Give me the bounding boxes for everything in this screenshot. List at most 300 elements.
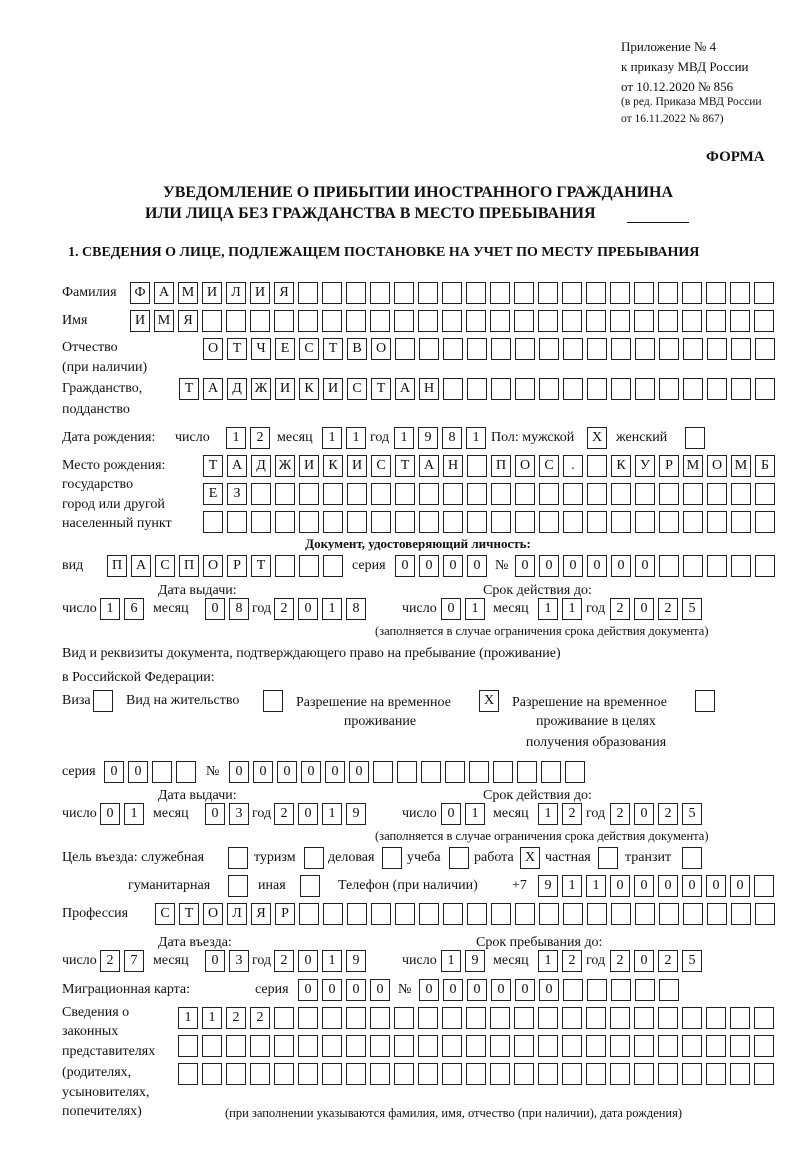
char-box[interactable]: 1 [124, 803, 144, 825]
char-box[interactable] [682, 1007, 702, 1029]
purpose-other-checkbox[interactable] [300, 875, 320, 897]
char-box[interactable]: 0 [253, 761, 273, 783]
char-box[interactable]: Т [179, 378, 199, 400]
char-box[interactable]: Р [227, 555, 247, 577]
char-box[interactable]: Р [275, 903, 295, 925]
phone-boxes[interactable] [538, 875, 774, 897]
char-box[interactable]: 0 [634, 950, 654, 972]
char-box[interactable]: 0 [491, 979, 511, 1001]
char-box[interactable] [635, 378, 655, 400]
char-box[interactable]: 0 [587, 555, 607, 577]
char-box[interactable]: 8 [229, 598, 249, 620]
id-issue-month-boxes[interactable] [205, 598, 249, 620]
char-box[interactable] [466, 1007, 486, 1029]
representatives-boxes-1[interactable] [178, 1007, 774, 1029]
char-box[interactable]: 2 [274, 803, 294, 825]
char-box[interactable]: 0 [443, 555, 463, 577]
char-box[interactable]: 0 [100, 803, 120, 825]
char-box[interactable] [275, 511, 295, 533]
char-box[interactable] [562, 1007, 582, 1029]
res-issue-day-boxes[interactable] [100, 803, 144, 825]
char-box[interactable] [541, 761, 561, 783]
char-box[interactable]: И [323, 378, 343, 400]
char-box[interactable] [731, 483, 751, 505]
char-box[interactable] [754, 875, 774, 897]
checkbox-cell[interactable] [228, 875, 248, 897]
char-box[interactable] [659, 555, 679, 577]
char-box[interactable]: Ж [251, 378, 271, 400]
char-box[interactable] [251, 511, 271, 533]
char-box[interactable]: О [707, 455, 727, 477]
char-box[interactable] [394, 1035, 414, 1057]
checkbox-cell[interactable]: X [479, 690, 499, 712]
char-box[interactable] [490, 1007, 510, 1029]
char-box[interactable]: В [347, 338, 367, 360]
char-box[interactable]: 1 [322, 950, 342, 972]
char-box[interactable] [659, 903, 679, 925]
char-box[interactable] [323, 511, 343, 533]
char-box[interactable]: А [227, 455, 247, 477]
char-box[interactable] [298, 1035, 318, 1057]
char-box[interactable]: О [515, 455, 535, 477]
char-box[interactable] [586, 1035, 606, 1057]
checkbox-cell[interactable] [685, 427, 705, 449]
char-box[interactable]: 1 [394, 427, 414, 449]
char-box[interactable] [755, 378, 775, 400]
char-box[interactable] [586, 282, 606, 304]
char-box[interactable]: 0 [301, 761, 321, 783]
char-box[interactable] [539, 483, 559, 505]
char-box[interactable] [226, 1063, 246, 1085]
char-box[interactable]: 2 [610, 950, 630, 972]
char-box[interactable] [755, 483, 775, 505]
char-box[interactable] [370, 1007, 390, 1029]
char-box[interactable]: 1 [322, 598, 342, 620]
char-box[interactable] [514, 1063, 534, 1085]
char-box[interactable] [442, 1007, 462, 1029]
char-box[interactable] [443, 903, 463, 925]
char-box[interactable]: М [178, 282, 198, 304]
id-valid-month-boxes[interactable] [538, 598, 582, 620]
checkbox-cell[interactable] [449, 847, 469, 869]
char-box[interactable]: Е [275, 338, 295, 360]
char-box[interactable]: 0 [229, 761, 249, 783]
char-box[interactable] [517, 761, 537, 783]
char-box[interactable] [754, 1063, 774, 1085]
char-box[interactable] [562, 1063, 582, 1085]
char-box[interactable]: 0 [277, 761, 297, 783]
char-box[interactable] [587, 979, 607, 1001]
char-box[interactable]: 0 [325, 761, 345, 783]
char-box[interactable]: Т [251, 555, 271, 577]
char-box[interactable]: 8 [346, 598, 366, 620]
char-box[interactable] [755, 903, 775, 925]
char-box[interactable]: И [250, 282, 270, 304]
char-box[interactable] [683, 511, 703, 533]
char-box[interactable]: С [347, 378, 367, 400]
char-box[interactable]: Т [203, 455, 223, 477]
char-box[interactable]: 7 [124, 950, 144, 972]
char-box[interactable] [275, 555, 295, 577]
char-box[interactable]: 0 [370, 979, 390, 1001]
char-box[interactable] [443, 483, 463, 505]
char-box[interactable] [514, 1035, 534, 1057]
char-box[interactable] [755, 338, 775, 360]
char-box[interactable] [587, 455, 607, 477]
char-box[interactable] [610, 1063, 630, 1085]
char-box[interactable] [322, 310, 342, 332]
id-valid-year-boxes[interactable] [610, 598, 702, 620]
char-box[interactable] [299, 555, 319, 577]
char-box[interactable] [202, 1063, 222, 1085]
char-box[interactable]: М [154, 310, 174, 332]
char-box[interactable] [563, 903, 583, 925]
char-box[interactable]: 2 [658, 598, 678, 620]
char-box[interactable] [587, 511, 607, 533]
char-box[interactable] [346, 310, 366, 332]
char-box[interactable] [538, 1007, 558, 1029]
char-box[interactable] [418, 1035, 438, 1057]
purpose-private-checkbox[interactable] [598, 847, 618, 869]
checkbox-cell[interactable] [695, 690, 715, 712]
char-box[interactable] [683, 483, 703, 505]
char-box[interactable] [755, 511, 775, 533]
char-box[interactable] [754, 310, 774, 332]
char-box[interactable] [371, 903, 391, 925]
char-box[interactable]: 0 [634, 875, 654, 897]
char-box[interactable]: 0 [610, 875, 630, 897]
char-box[interactable] [659, 483, 679, 505]
char-box[interactable]: И [299, 455, 319, 477]
char-box[interactable] [610, 1035, 630, 1057]
char-box[interactable]: 0 [298, 950, 318, 972]
char-box[interactable] [539, 511, 559, 533]
char-box[interactable]: П [107, 555, 127, 577]
char-box[interactable] [586, 1007, 606, 1029]
id-valid-day-boxes[interactable] [441, 598, 485, 620]
char-box[interactable] [418, 310, 438, 332]
char-box[interactable] [322, 1007, 342, 1029]
residence-permit-checkbox[interactable] [263, 690, 283, 712]
char-box[interactable]: 0 [298, 979, 318, 1001]
char-box[interactable]: Н [443, 455, 463, 477]
char-box[interactable] [490, 310, 510, 332]
char-box[interactable]: 6 [124, 598, 144, 620]
char-box[interactable]: И [130, 310, 150, 332]
char-box[interactable]: 1 [322, 427, 342, 449]
char-box[interactable]: О [203, 555, 223, 577]
char-box[interactable] [707, 903, 727, 925]
char-box[interactable] [563, 378, 583, 400]
char-box[interactable] [466, 282, 486, 304]
char-box[interactable]: 0 [349, 761, 369, 783]
char-box[interactable] [371, 483, 391, 505]
char-box[interactable] [731, 511, 751, 533]
char-box[interactable]: С [539, 455, 559, 477]
char-box[interactable] [754, 282, 774, 304]
char-box[interactable]: С [155, 555, 175, 577]
citizenship-boxes[interactable] [179, 378, 775, 400]
char-box[interactable] [515, 378, 535, 400]
char-box[interactable] [635, 979, 655, 1001]
char-box[interactable]: М [683, 455, 703, 477]
id-issue-year-boxes[interactable] [274, 598, 366, 620]
entry-day-boxes[interactable] [100, 950, 144, 972]
char-box[interactable] [298, 282, 318, 304]
char-box[interactable] [322, 1063, 342, 1085]
char-box[interactable]: Я [178, 310, 198, 332]
char-box[interactable]: О [203, 903, 223, 925]
sex-male-checkbox[interactable] [587, 427, 607, 449]
purpose-study-checkbox[interactable] [449, 847, 469, 869]
purpose-tourism-checkbox[interactable] [304, 847, 324, 869]
char-box[interactable]: 0 [205, 950, 225, 972]
char-box[interactable] [514, 1007, 534, 1029]
char-box[interactable]: 8 [442, 427, 462, 449]
char-box[interactable] [682, 282, 702, 304]
purpose-business-checkbox[interactable] [382, 847, 402, 869]
char-box[interactable] [562, 310, 582, 332]
char-box[interactable] [490, 1063, 510, 1085]
char-box[interactable] [587, 903, 607, 925]
migration-number-boxes[interactable] [419, 979, 679, 1001]
char-box[interactable] [347, 511, 367, 533]
char-box[interactable]: 2 [250, 1007, 270, 1029]
char-box[interactable]: А [203, 378, 223, 400]
char-box[interactable] [347, 483, 367, 505]
char-box[interactable] [611, 903, 631, 925]
char-box[interactable] [467, 378, 487, 400]
residence-series-boxes[interactable] [104, 761, 196, 783]
patronymic-boxes[interactable] [203, 338, 775, 360]
temp-permit-checkbox[interactable] [479, 690, 499, 712]
entry-year-boxes[interactable] [274, 950, 366, 972]
char-box[interactable] [251, 483, 271, 505]
char-box[interactable] [202, 1035, 222, 1057]
char-box[interactable]: 2 [562, 803, 582, 825]
char-box[interactable]: Ж [275, 455, 295, 477]
char-box[interactable] [202, 310, 222, 332]
char-box[interactable] [754, 1035, 774, 1057]
char-box[interactable] [611, 338, 631, 360]
char-box[interactable] [610, 282, 630, 304]
char-box[interactable] [323, 903, 343, 925]
char-box[interactable] [563, 979, 583, 1001]
char-box[interactable] [418, 282, 438, 304]
char-box[interactable]: 0 [634, 803, 654, 825]
char-box[interactable] [562, 1035, 582, 1057]
char-box[interactable] [683, 338, 703, 360]
char-box[interactable]: . [563, 455, 583, 477]
char-box[interactable] [299, 511, 319, 533]
char-box[interactable]: Р [659, 455, 679, 477]
char-box[interactable]: П [179, 555, 199, 577]
char-box[interactable] [730, 282, 750, 304]
char-box[interactable] [707, 511, 727, 533]
char-box[interactable]: 1 [322, 803, 342, 825]
char-box[interactable] [421, 761, 441, 783]
char-box[interactable] [683, 378, 703, 400]
visa-checkbox[interactable] [93, 690, 113, 712]
char-box[interactable] [274, 1035, 294, 1057]
stay-year-boxes[interactable] [610, 950, 702, 972]
char-box[interactable]: 1 [466, 427, 486, 449]
char-box[interactable] [370, 1035, 390, 1057]
char-box[interactable]: Т [371, 378, 391, 400]
char-box[interactable]: М [731, 455, 751, 477]
char-box[interactable]: 1 [562, 875, 582, 897]
char-box[interactable] [635, 338, 655, 360]
char-box[interactable]: 0 [395, 555, 415, 577]
char-box[interactable]: 1 [538, 950, 558, 972]
char-box[interactable] [682, 1063, 702, 1085]
representatives-boxes-3[interactable] [178, 1063, 774, 1085]
checkbox-cell[interactable] [382, 847, 402, 869]
char-box[interactable] [659, 338, 679, 360]
char-box[interactable] [346, 1007, 366, 1029]
char-box[interactable] [370, 1063, 390, 1085]
birthplace-boxes-2[interactable] [203, 483, 775, 505]
char-box[interactable] [467, 903, 487, 925]
char-box[interactable]: И [275, 378, 295, 400]
char-box[interactable] [731, 338, 751, 360]
char-box[interactable] [610, 1007, 630, 1029]
char-box[interactable]: 0 [730, 875, 750, 897]
char-box[interactable]: Ч [251, 338, 271, 360]
stay-day-boxes[interactable] [441, 950, 485, 972]
char-box[interactable]: О [371, 338, 391, 360]
char-box[interactable] [634, 1035, 654, 1057]
char-box[interactable]: 0 [515, 979, 535, 1001]
profession-boxes[interactable] [155, 903, 775, 925]
char-box[interactable]: 3 [229, 803, 249, 825]
char-box[interactable]: Л [227, 903, 247, 925]
char-box[interactable] [755, 555, 775, 577]
checkbox-cell[interactable]: X [520, 847, 540, 869]
char-box[interactable]: 9 [465, 950, 485, 972]
char-box[interactable]: 1 [226, 427, 246, 449]
char-box[interactable] [443, 511, 463, 533]
char-box[interactable]: 1 [538, 598, 558, 620]
char-box[interactable] [659, 979, 679, 1001]
char-box[interactable] [490, 1035, 510, 1057]
char-box[interactable] [635, 903, 655, 925]
char-box[interactable] [730, 1063, 750, 1085]
char-box[interactable]: Ф [130, 282, 150, 304]
char-box[interactable]: 0 [635, 555, 655, 577]
char-box[interactable] [227, 511, 247, 533]
char-box[interactable] [226, 310, 246, 332]
char-box[interactable]: А [419, 455, 439, 477]
char-box[interactable]: А [395, 378, 415, 400]
char-box[interactable]: 0 [104, 761, 124, 783]
char-box[interactable] [299, 903, 319, 925]
char-box[interactable] [323, 555, 343, 577]
char-box[interactable] [539, 903, 559, 925]
char-box[interactable] [706, 1063, 726, 1085]
char-box[interactable] [707, 555, 727, 577]
char-box[interactable] [443, 378, 463, 400]
char-box[interactable] [611, 378, 631, 400]
char-box[interactable]: Т [323, 338, 343, 360]
char-box[interactable] [445, 761, 465, 783]
char-box[interactable]: 1 [465, 803, 485, 825]
char-box[interactable] [419, 511, 439, 533]
char-box[interactable] [299, 483, 319, 505]
char-box[interactable] [563, 483, 583, 505]
checkbox-cell[interactable] [300, 875, 320, 897]
char-box[interactable] [176, 761, 196, 783]
temp-permit-edu-checkbox[interactable] [695, 690, 715, 712]
char-box[interactable] [442, 1063, 462, 1085]
char-box[interactable] [562, 282, 582, 304]
char-box[interactable]: 9 [346, 803, 366, 825]
char-box[interactable]: З [227, 483, 247, 505]
char-box[interactable] [395, 338, 415, 360]
char-box[interactable]: 0 [563, 555, 583, 577]
char-box[interactable] [298, 1007, 318, 1029]
char-box[interactable] [467, 483, 487, 505]
char-box[interactable]: 1 [441, 950, 461, 972]
purpose-humanitarian-checkbox[interactable] [228, 875, 248, 897]
char-box[interactable]: 0 [634, 598, 654, 620]
char-box[interactable] [467, 455, 487, 477]
char-box[interactable] [466, 1035, 486, 1057]
id-kind-boxes[interactable] [107, 555, 343, 577]
char-box[interactable] [658, 1063, 678, 1085]
purpose-work-checkbox[interactable] [520, 847, 540, 869]
birthplace-boxes-3[interactable] [203, 511, 775, 533]
char-box[interactable]: 1 [538, 803, 558, 825]
id-series-boxes[interactable] [395, 555, 487, 577]
char-box[interactable]: И [202, 282, 222, 304]
char-box[interactable] [658, 1007, 678, 1029]
char-box[interactable] [466, 1063, 486, 1085]
char-box[interactable] [419, 483, 439, 505]
char-box[interactable]: И [347, 455, 367, 477]
char-box[interactable]: С [299, 338, 319, 360]
char-box[interactable]: Е [203, 483, 223, 505]
char-box[interactable] [515, 903, 535, 925]
char-box[interactable] [515, 511, 535, 533]
char-box[interactable]: 9 [418, 427, 438, 449]
char-box[interactable] [586, 310, 606, 332]
char-box[interactable] [250, 310, 270, 332]
char-box[interactable] [730, 1035, 750, 1057]
char-box[interactable] [346, 1063, 366, 1085]
res-valid-year-boxes[interactable] [610, 803, 702, 825]
checkbox-cell[interactable] [93, 690, 113, 712]
char-box[interactable] [731, 903, 751, 925]
char-box[interactable] [731, 378, 751, 400]
res-valid-month-boxes[interactable] [538, 803, 582, 825]
res-valid-day-boxes[interactable] [441, 803, 485, 825]
char-box[interactable] [635, 511, 655, 533]
char-box[interactable] [274, 1063, 294, 1085]
migration-series-boxes[interactable] [298, 979, 390, 1001]
char-box[interactable] [565, 761, 585, 783]
char-box[interactable] [611, 483, 631, 505]
char-box[interactable] [611, 979, 631, 1001]
char-box[interactable] [634, 310, 654, 332]
char-box[interactable] [491, 903, 511, 925]
char-box[interactable] [587, 378, 607, 400]
char-box[interactable] [611, 511, 631, 533]
char-box[interactable] [395, 511, 415, 533]
char-box[interactable]: 2 [274, 598, 294, 620]
char-box[interactable]: 2 [226, 1007, 246, 1029]
birth-day-boxes[interactable] [226, 427, 270, 449]
